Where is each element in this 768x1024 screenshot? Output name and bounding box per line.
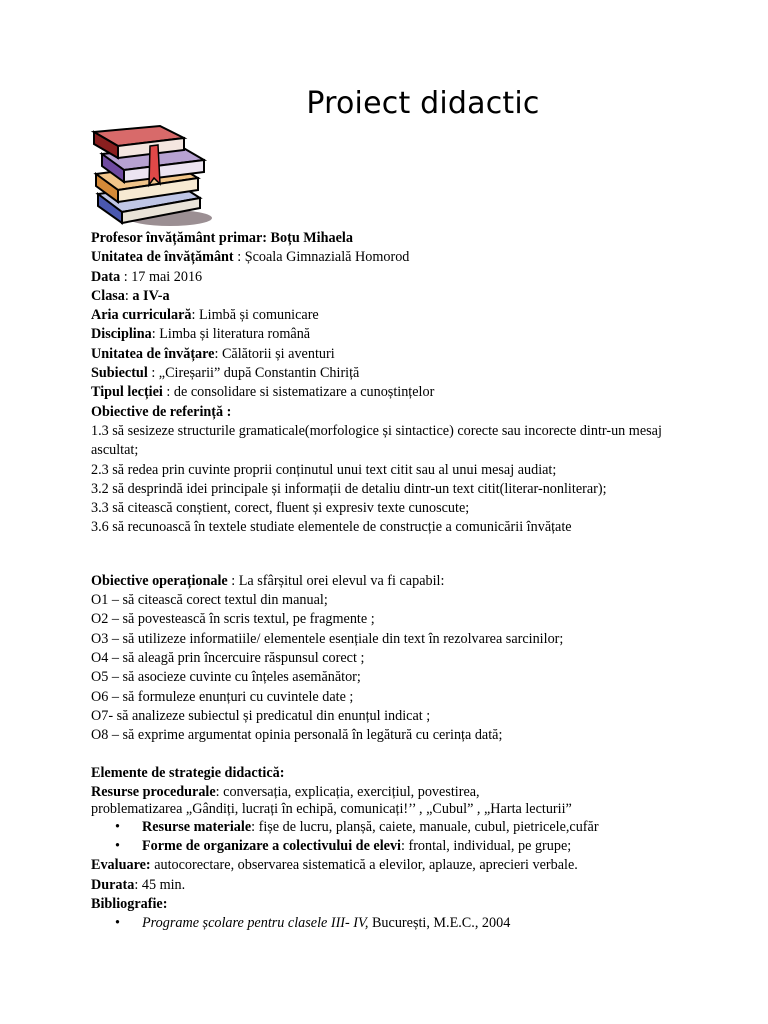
unitatea-invatare-label: Unitatea de învățare	[91, 345, 215, 362]
bullet-icon: •	[115, 818, 120, 835]
strategie-heading	[91, 764, 691, 783]
evaluare-line	[91, 856, 691, 875]
unitatea-line	[91, 248, 691, 267]
obiective-referinta-heading-text: Obiective de referință :	[91, 403, 232, 420]
list-item: O3 – să utilizeze informatiile/ elementele esențiale din text în rezolvarea sarcinilor;	[91, 630, 564, 647]
unitatea-invatare-value: : Călătorii și aventuri	[214, 345, 335, 362]
tipul-line	[91, 383, 691, 402]
clasa-sep: :	[124, 287, 133, 304]
profesor-line	[91, 229, 691, 248]
clasa-value: a IV-a	[132, 287, 170, 304]
aria-line	[91, 306, 691, 325]
subiectul-value: : „Cireșarii” după Constantin Chiriță	[147, 365, 360, 382]
data-value: : 17 mai 2016	[120, 268, 203, 285]
evaluare-label: Evaluare:	[91, 857, 151, 874]
evaluare-value: autocorectare, observarea sistematică a elevilor, aplauze, aprecieri verbale.	[150, 857, 578, 874]
resurse-procedurale-value: : conversația, explicația, exercițiul, povestirea,	[215, 783, 480, 800]
list-item: 3.3 să citească conștient, corect, fluent și expresiv texte cunoscute;	[91, 500, 470, 517]
document-body	[91, 229, 691, 934]
forme-label: Forme de organizare a colectivului de elevi	[142, 838, 401, 855]
strategie-heading-text: Elemente de strategie didactică:	[91, 765, 285, 782]
list-item: 3.6 să recunoască în textele studiate elementele de construcție a comunicării învățate	[91, 519, 572, 536]
subiectul-label: Subiectul	[91, 365, 148, 382]
resurse-materiale-label: Resurse materiale	[142, 818, 252, 835]
durata-label: Durata	[91, 876, 135, 893]
disciplina-label: Disciplina	[91, 326, 152, 343]
clasa-label: Clasa	[91, 287, 125, 304]
list-item: 3.2 să desprindă idei principale și informații de detaliu dintr-un text citit(literar-nonliterar);	[91, 480, 607, 497]
unitatea-label: Unitatea de învățământ	[91, 249, 234, 266]
aria-label: Aria curriculară	[91, 307, 192, 324]
list-item: O5 – să asocieze cuvinte cu înțeles asemănător;	[91, 669, 361, 686]
forme-value: : frontal, individual, pe grupe;	[400, 838, 572, 855]
tipul-value: : de consolidare si sistematizare a cunoștințelor	[162, 384, 435, 401]
obiective-referinta-heading	[91, 403, 691, 422]
bullet-icon: •	[115, 838, 120, 855]
bibliografie-publisher: București, M.E.C., 2004	[368, 915, 511, 932]
resurse-procedurale-cont: problematizarea „Gândiți, lucrați în echipă, comunicați!’’ , „Cubul” , „Harta lecturii”	[91, 800, 572, 817]
obiective-operationale-heading	[91, 572, 691, 591]
obiective-operationale-intro: : La sfârșitul orei elevul va fi capabil:	[227, 572, 445, 589]
resurse-procedurale-label: Resurse procedurale	[91, 783, 216, 800]
bullet-icon: •	[115, 915, 120, 932]
unitatea-invatare-line	[91, 345, 691, 364]
disciplina-value: : Limba și literatura română	[151, 326, 311, 343]
list-item: 2.3 să redea prin cuvinte proprii conținutul unui text citit sau al unui mesaj audiat;	[91, 461, 557, 478]
books-clipart-icon	[88, 124, 218, 228]
aria-value: : Limbă și comunicare	[191, 307, 319, 324]
profesor-label: Profesor învățământ primar: Boțu Mihaela	[91, 230, 353, 246]
list-item: O4 – să aleagă prin încercuire răspunsul corect ;	[91, 649, 365, 666]
resurse-procedurale-line	[91, 784, 691, 800]
bibliografie-heading	[91, 895, 691, 914]
forme-line	[91, 837, 691, 856]
bibliografie-label: Bibliografie:	[91, 895, 168, 912]
disciplina-line	[91, 325, 691, 344]
obiective-operationale-label: Obiective operaționale	[91, 572, 228, 589]
durata-line	[91, 876, 691, 895]
durata-value: : 45 min.	[134, 876, 186, 893]
unitatea-value: : Școala Gimnazială Homorod	[233, 249, 410, 266]
resurse-materiale-line	[91, 818, 691, 837]
list-item: O7- să analizeze subiectul și predicatul din enunțul indicat ;	[91, 707, 431, 724]
data-label: Data	[91, 268, 121, 285]
list-item: O1 – să citească corect textul din manual;	[91, 592, 328, 609]
list-item: O2 – să povestească în scris textul, pe fragmente ;	[91, 611, 375, 628]
page-title: Proiect didactic	[306, 86, 540, 121]
subiectul-line	[91, 364, 691, 383]
list-item: 1.3 să sesizeze structurile gramaticale(morfologice și sintactice) corecte sau incorecte dintr-un mesaj ascultat;	[91, 422, 662, 459]
list-item: O6 – să formuleze enunțuri cu cuvintele date ;	[91, 688, 354, 705]
bibliografie-item	[91, 914, 691, 933]
bibliografie-title: Programe școlare pentru clasele III- IV,	[142, 915, 369, 932]
resurse-materiale-value: : fișe de lucru, planșă, caiete, manuale, cubul, pietricele,cufăr	[251, 818, 599, 835]
tipul-label: Tipul lecției	[91, 384, 163, 401]
data-line	[91, 268, 691, 287]
list-item: O8 – să exprime argumentat opinia personală în legătură cu cerința dată;	[91, 727, 503, 744]
clasa-line	[91, 287, 691, 306]
